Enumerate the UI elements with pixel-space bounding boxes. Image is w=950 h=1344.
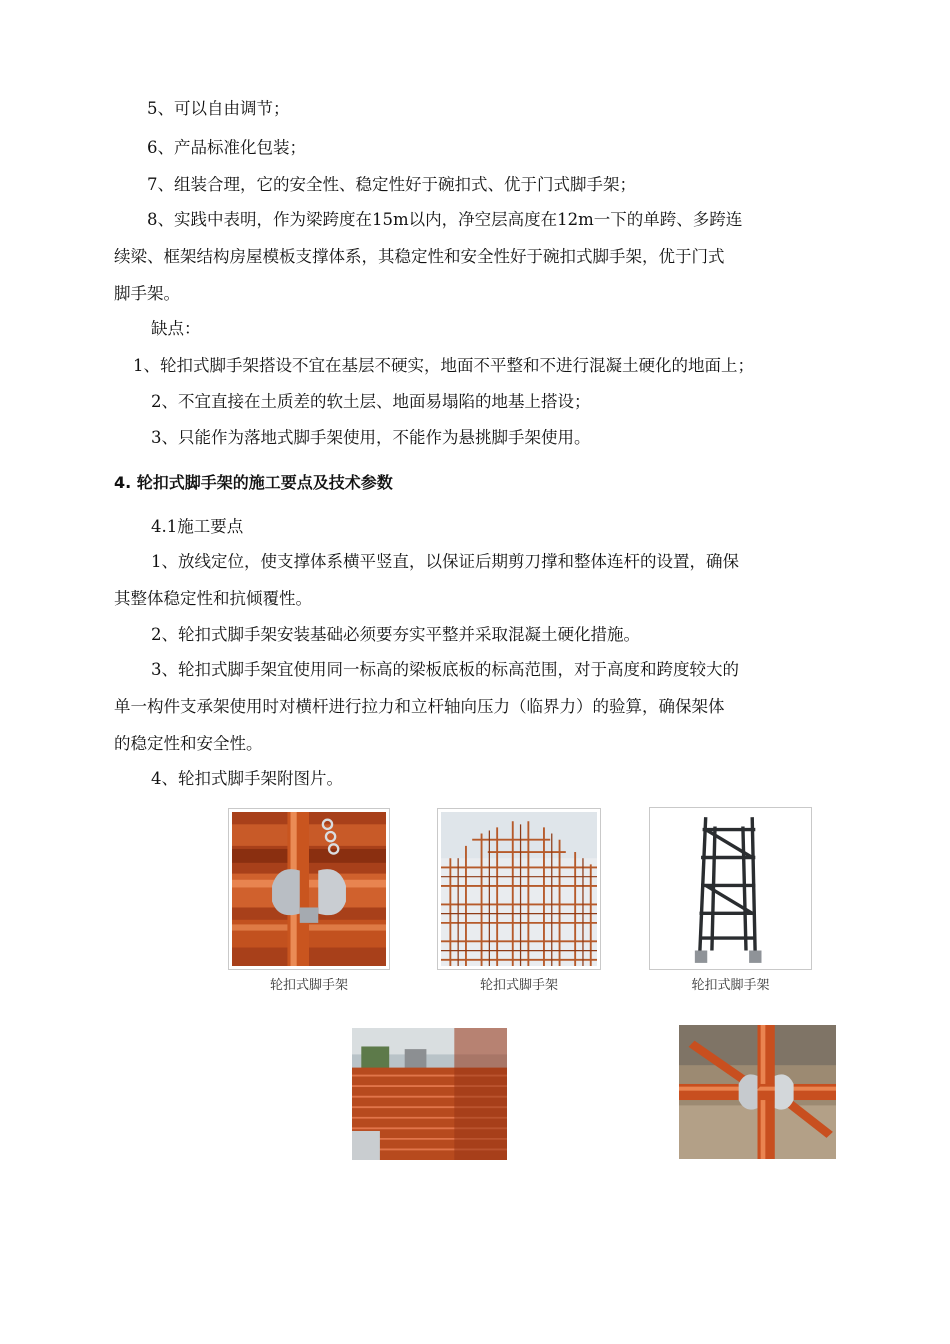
coupler-node-photo xyxy=(679,1025,836,1159)
point-3-line-2: 单一构件支承架使用时对横杆进行拉力和立杆轴向压力（临界力）的验算，确保架体 xyxy=(114,697,725,716)
point-2: 2、轮扣式脚手架安装基础必须要夯实平整并采取混凝土硬化措施。 xyxy=(151,625,640,644)
stacked-poles-photo xyxy=(352,1028,507,1160)
point-1-line-1: 1、放线定位，使支撑体系横平竖直，以保证后期剪刀撑和整体连杆的设置，确保 xyxy=(151,552,739,571)
point-3-line-1: 3、轮扣式脚手架宜使用同一标高的梁板底板的标高范围，对于高度和跨度较大的 xyxy=(151,660,739,679)
advantage-item-6: 6、产品标准化包装； xyxy=(147,138,306,157)
point-1-line-2: 其整体稳定性和抗倾覆性。 xyxy=(114,589,312,608)
photo-caption-3: 轮扣式脚手架 xyxy=(691,978,770,993)
section-heading: 4. 轮扣式脚手架的施工要点及技术参数 xyxy=(114,473,393,492)
advantage-item-8-line-2: 续梁、框架结构房屋模板支撑体系，其稳定性和安全性好于碗扣式脚手架，优于门式 xyxy=(114,247,725,266)
photo-caption-1: 轮扣式脚手架 xyxy=(269,978,348,993)
advantage-item-8-line-3: 脚手架。 xyxy=(114,284,180,303)
point-4: 4、轮扣式脚手架附图片。 xyxy=(151,769,343,788)
disadvantage-item-1: 1、轮扣式脚手架搭设不宜在基层不硬实，地面不平整和不进行混凝土硬化的地面上； xyxy=(133,356,754,375)
advantage-item-8-line-1: 8、实践中表明，作为梁跨度在15m以内，净空层高度在12m一下的单跨、多跨连 xyxy=(147,210,743,229)
scaffold-frame-photo xyxy=(649,807,812,970)
coupler-closeup-photo xyxy=(228,808,390,970)
disadvantages-label: 缺点： xyxy=(151,319,201,338)
advantage-item-7: 7、组装合理，它的安全性、稳定性好于碗扣式、优于门式脚手架； xyxy=(147,175,636,194)
disadvantage-item-2: 2、不宜直接在土质差的软土层、地面易塌陷的地基上搭设； xyxy=(151,392,591,411)
advantage-item-5: 5、可以自由调节； xyxy=(147,99,290,118)
disadvantage-item-3: 3、只能作为落地式脚手架使用，不能作为悬挑脚手架使用。 xyxy=(151,428,591,447)
photo-caption-2: 轮扣式脚手架 xyxy=(479,978,558,993)
point-3-line-3: 的稳定性和安全性。 xyxy=(114,734,263,753)
subsection-heading: 4.1施工要点 xyxy=(151,517,244,536)
scaffold-structure-photo xyxy=(437,808,601,970)
